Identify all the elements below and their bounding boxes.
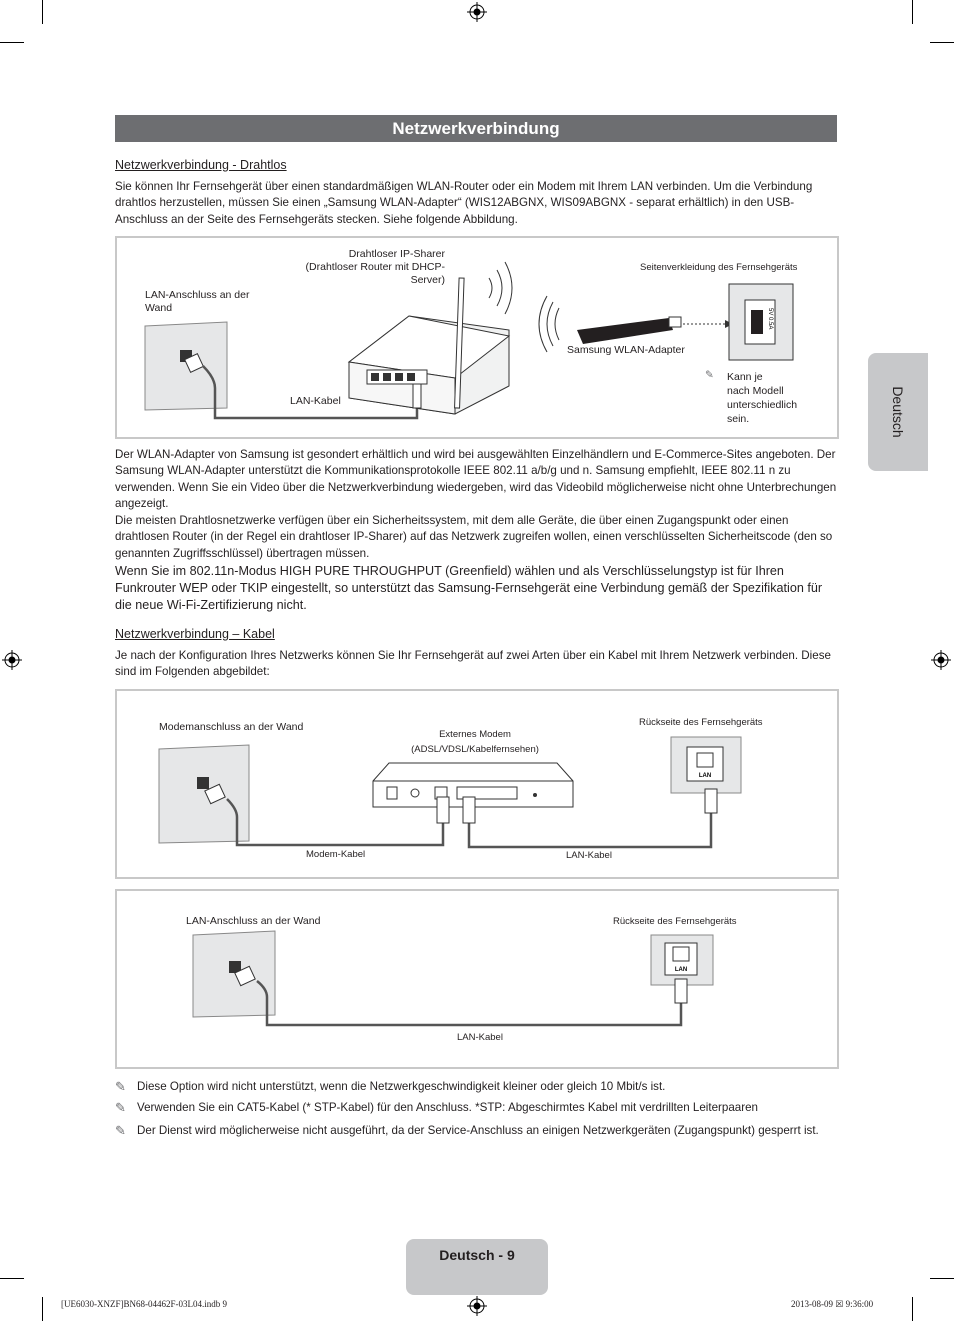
tv-usb-panel-icon [729, 284, 793, 360]
note-item [115, 1080, 835, 1094]
language-tab-label: Deutsch [890, 386, 906, 438]
cable-intro: Je nach der Konfiguration Ihres Netzwerks können Sie Ihr Fernsehgerät auf zwei Arten über ein Kabel mit Ihrem Netzwerk verbinden. Diese sind im Folgenden abgebildet: [115, 649, 831, 679]
wireless-para-3: Wenn Sie im 802.11n-Modus HIGH PURE THROUGHPUT (Greenfield) wählen und als Verschlüsselungstyp ist für Ihren Funkrouter WEP oder TKIP eingestellt, so unterstützt das Samsung-Fernsehgerät eine Verbindung gemäß der Spezifikation für die neue Wi-Fi-Zertifizierung nicht. [115, 564, 823, 612]
cable-diagram-wall [115, 889, 839, 1069]
note-text: Der Dienst wird möglicherweise nicht ausgeführt, da der Service-Anschluss an einigen Netzwerkgeräten (Zugangspunkt) gesperrt ist. [137, 1124, 819, 1137]
model-note-3: unterschiedlich [727, 399, 798, 411]
lan-cable-label: LAN-Kabel [457, 1032, 503, 1043]
note-item [115, 1124, 835, 1138]
lan-wall-label: LAN-Anschluss an der Wand [186, 915, 321, 927]
page-number: Deutsch - 9 [439, 1247, 515, 1263]
lan-cable [469, 809, 711, 847]
pencil-note-icon: ✎ [115, 1123, 126, 1138]
cable-diagram-modem [115, 689, 839, 879]
lan-port-label: LAN [674, 967, 688, 973]
registration-target-icon [467, 2, 487, 22]
page-title: Netzwerkverbindung [115, 115, 837, 142]
wall-label-2: Wand [145, 302, 173, 314]
registration-target-icon [467, 1296, 487, 1316]
registration-target-icon [931, 650, 951, 670]
wireless-intro: Sie können Ihr Fernsehgerät über einen standardmäßigen WLAN-Router oder ein Modem mit Ihrem LAN verbinden. Um die Verbindung drahtlos herzustellen, müssen Sie einen „Samsung WLAN-Adapter“ (WIS12ABGNX, WIS09ABGNX - separat erhältlich) in den USB-Anschluss an der Seite des Fernsehgeräts stecken. Siehe folgende Abbildung. [115, 180, 813, 226]
modem-label-1: Externes Modem [439, 729, 511, 740]
router-icon [349, 278, 509, 414]
modem-label-2: (ADSL/VDSL/Kabelfernsehen) [411, 744, 539, 755]
router-label-2: (Drahtloser Router mit DHCP- [305, 261, 445, 273]
modem-cable-label: Modem-Kabel [306, 849, 366, 860]
pencil-note-icon: ✎ [115, 1100, 126, 1115]
wireless-heading: Netzwerkverbindung - Drahtlos [115, 158, 287, 172]
modem-icon [373, 763, 573, 823]
tv-lan-panel-icon [671, 737, 741, 813]
footer-file: [UE6030-XNZF]BN68-04462F-03L04.indb 9 [61, 1299, 227, 1309]
tv-lan-panel-icon [651, 935, 713, 1003]
wall-panel [159, 745, 249, 843]
wall-panel [193, 931, 275, 1017]
modem-wall-label: Modemanschluss an der Wand [159, 721, 304, 733]
pencil-note-icon: ✎ [115, 1079, 126, 1094]
note-text: Verwenden Sie ein CAT5-Kabel (* STP-Kabel) für den Anschluss. *STP: Abgeschirmtes Kabel mit verdrillten Leiterpaaren [137, 1101, 759, 1114]
side-panel-label: Seitenverkleidung des Fernsehgeräts [640, 262, 798, 273]
lan-cable-label: LAN-Kabel [566, 850, 612, 861]
wireless-diagram [115, 236, 839, 439]
usb-rating-label: 5V 0.5A [767, 308, 773, 330]
model-note-4: sein. [727, 413, 750, 425]
router-label-3: Server) [410, 274, 445, 286]
footer-timestamp: 2013-08-09 ☒ 9:36:00 [791, 1299, 874, 1309]
wireless-para-2: Die meisten Drahtlosnetzwerke verfügen über ein Sicherheitssystem, mit dem alle Geräte, die über einen Zugangspunkt oder einen drahtlosen Router (in der Regel ein drahtloser IP-Sharer) auf das Netzwerk zugreifen wollen, einen verschlüsselten Sicherheitscode (den so genannten Zugriffsschlüssel) übertragen müssen. [115, 514, 833, 560]
pencil-note-icon: ✎ [705, 369, 714, 381]
model-note-1: Kann je [727, 371, 763, 383]
tv-back-label: Rückseite des Fernsehgeräts [639, 717, 763, 728]
tv-back-label: Rückseite des Fernsehgeräts [613, 916, 737, 927]
wireless-para-1: Der WLAN-Adapter von Samsung ist gesondert erhältlich und wird bei ausgewählten Einzelhändlern und E-Commerce-Sites angeboten. Der Samsung WLAN-Adapter unterstützt die Kommunikationsprotokolle IEEE 802.11 a/b/g und n. Samsung empfiehlt, IEEE 802.11 n zu verwenden. Wenn Sie ein Video über die Netzwerkverbindung wiedergeben, wird das Videobild möglicherweise nicht ohne Unterbrechungen angezeigt. [115, 448, 837, 510]
adapter-label: Samsung WLAN-Adapter [567, 344, 685, 356]
wlan-adapter-icon [577, 317, 733, 344]
page-number-tab [406, 1239, 548, 1295]
cable-heading: Netzwerkverbindung – Kabel [115, 627, 275, 641]
language-tab [868, 353, 928, 471]
registration-target-icon [2, 650, 22, 670]
lan-cable-label: LAN-Kabel [290, 395, 341, 407]
lan-port-label: LAN [698, 773, 712, 779]
model-note-2: nach Modell [727, 385, 784, 397]
note-item [115, 1101, 835, 1115]
lan-cable [257, 981, 681, 1025]
note-text: Diese Option wird nicht unterstützt, wenn die Netzwerkgeschwindigkeit kleiner oder gleich 10 Mbit/s ist. [137, 1080, 666, 1093]
router-label-1: Drahtloser IP-Sharer [348, 248, 445, 260]
wall-label-1: LAN-Anschluss an der [145, 289, 250, 301]
